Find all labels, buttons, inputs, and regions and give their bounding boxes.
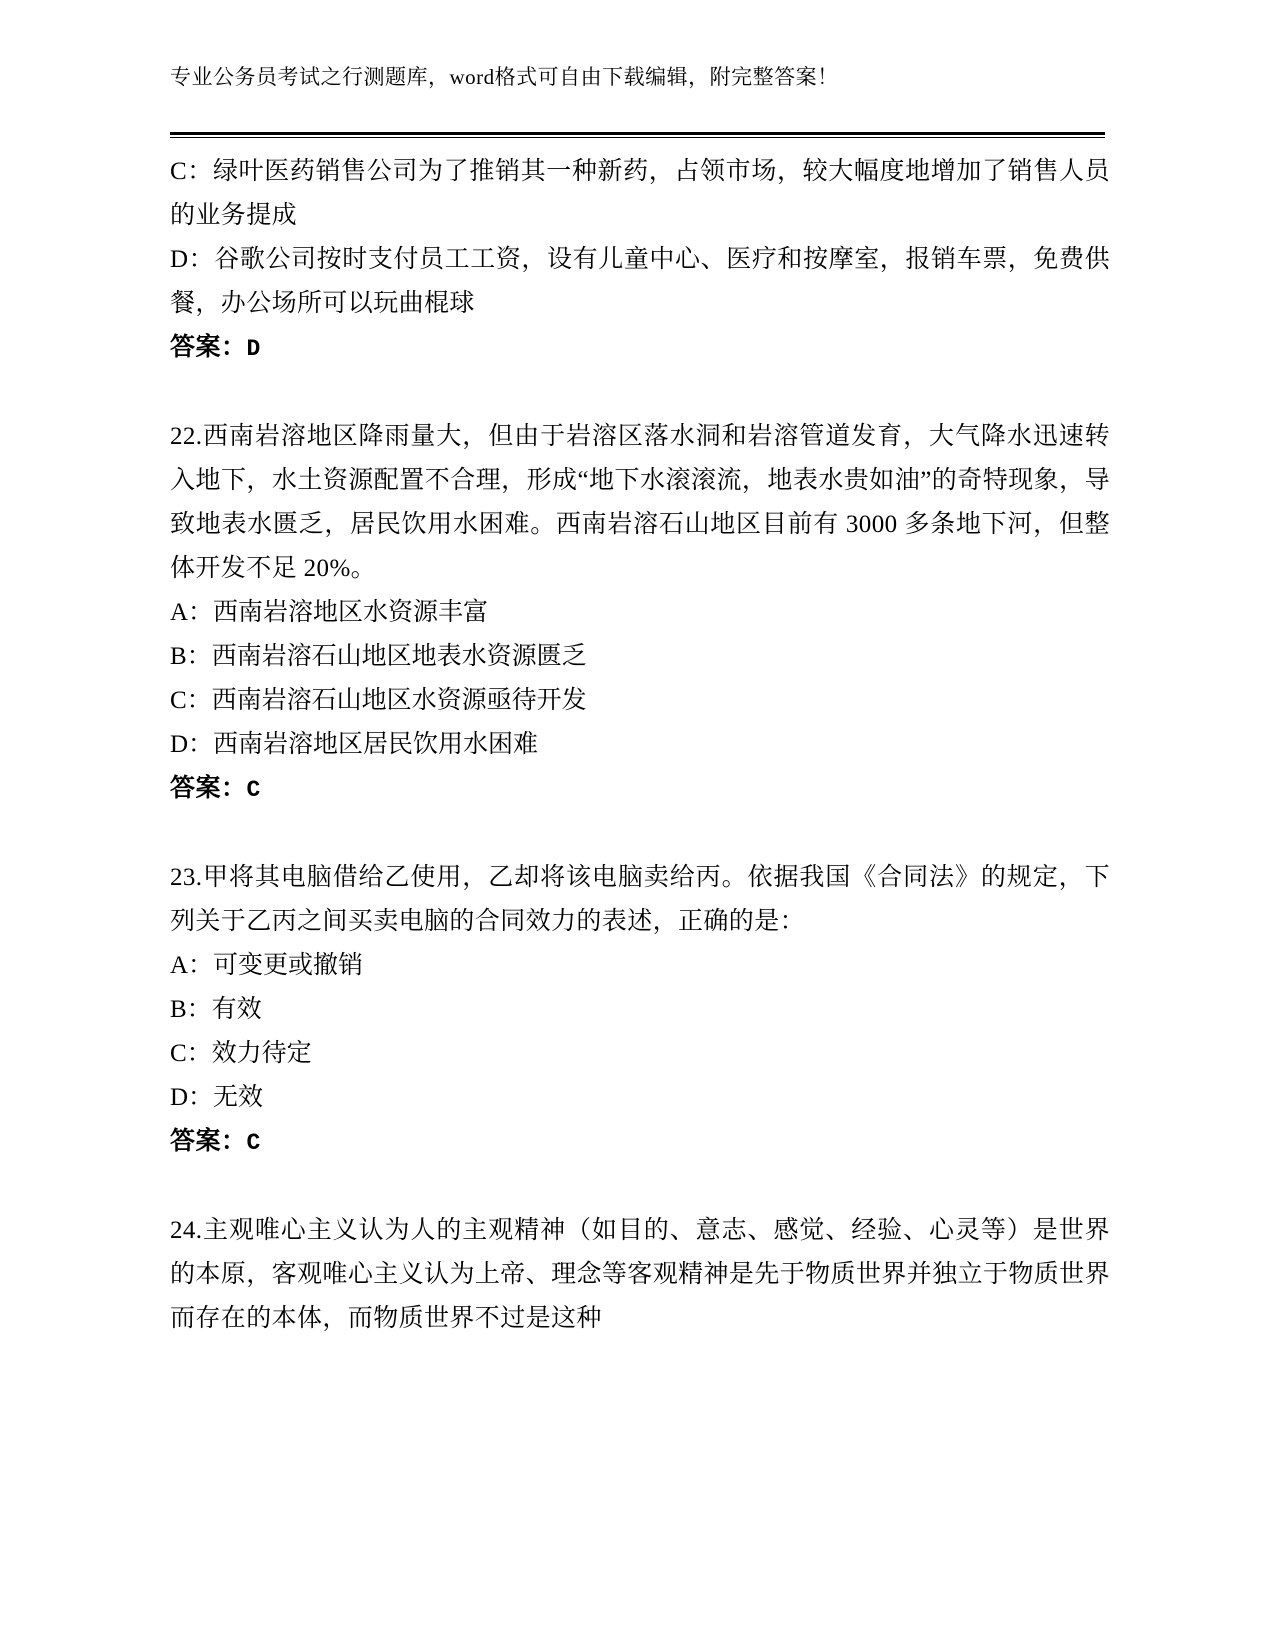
answer-value: C <box>246 1130 261 1156</box>
question-22-answer-line <box>170 767 1110 812</box>
question-22-stem: 22.西南岩溶地区降雨量大，但由于岩溶区落水洞和岩溶管道发育，大气降水迅速转入地下，水土资源配置不合理，形成“地下水滚滚流，地表水贵如油”的奇特现象，导致地表水匮乏，居民饮用水困难。西南岩溶石山地区目前有 3000 多条地下河，但整体开发不足 20%。 <box>170 423 1110 582</box>
page-header: 专业公务员考试之行测题库，word格式可自由下载编辑，附完整答案！ <box>170 65 839 89</box>
question-23-stem: 23.甲将其电脑借给乙使用，乙却将该电脑卖给丙。依据我国《合同法》的规定，下列关于乙丙之间买卖电脑的合同效力的表述，正确的是： <box>170 864 1110 935</box>
answer-label: 答案： <box>170 775 247 802</box>
answer-label: 答案： <box>170 1128 247 1155</box>
option-c-prev: C：绿叶医药销售公司为了推销其一种新药，占领市场，较大幅度地增加了销售人员的业务提成 <box>170 158 1110 229</box>
spacer <box>170 1165 1110 1209</box>
spacer <box>170 371 1110 415</box>
question-23-option-d: D：无效 <box>170 1084 264 1111</box>
question-22-option-a: A：西南岩溶地区水资源丰富 <box>170 599 489 626</box>
question-22-option-d: D：西南岩溶地区居民饮用水困难 <box>170 731 539 758</box>
question-23-option-a: A：可变更或撤销 <box>170 952 364 979</box>
question-23-option-c: C：效力待定 <box>170 1040 312 1067</box>
spacer <box>170 812 1110 856</box>
divider-thick-line <box>170 132 1105 135</box>
question-22-option-b: B：西南岩溶石山地区地表水资源匮乏 <box>170 643 587 670</box>
question-23-option-b: B：有效 <box>170 996 262 1023</box>
question-23-answer-line <box>170 1120 1110 1165</box>
answer-label: 答案： <box>170 334 247 361</box>
question-22-option-c: C：西南岩溶石山地区水资源亟待开发 <box>170 687 587 714</box>
document-body <box>170 150 1110 1341</box>
answer-value: D <box>246 336 261 362</box>
answer-line-prev <box>170 326 1110 371</box>
header-divider <box>170 132 1105 138</box>
divider-thin-line <box>170 137 1105 138</box>
answer-value: C <box>246 777 261 803</box>
option-d-prev: D：谷歌公司按时支付员工工资，设有儿童中心、医疗和按摩室，报销车票，免费供餐，办公场所可以玩曲棍球 <box>170 246 1110 317</box>
question-24-stem: 24.主观唯心主义认为人的主观精神（如目的、意志、感觉、经验、心灵等）是世界的本原，客观唯心主义认为上帝、理念等客观精神是先于物质世界并独立于物质世界而存在的本体，而物质世界不过是这种 <box>170 1217 1110 1332</box>
